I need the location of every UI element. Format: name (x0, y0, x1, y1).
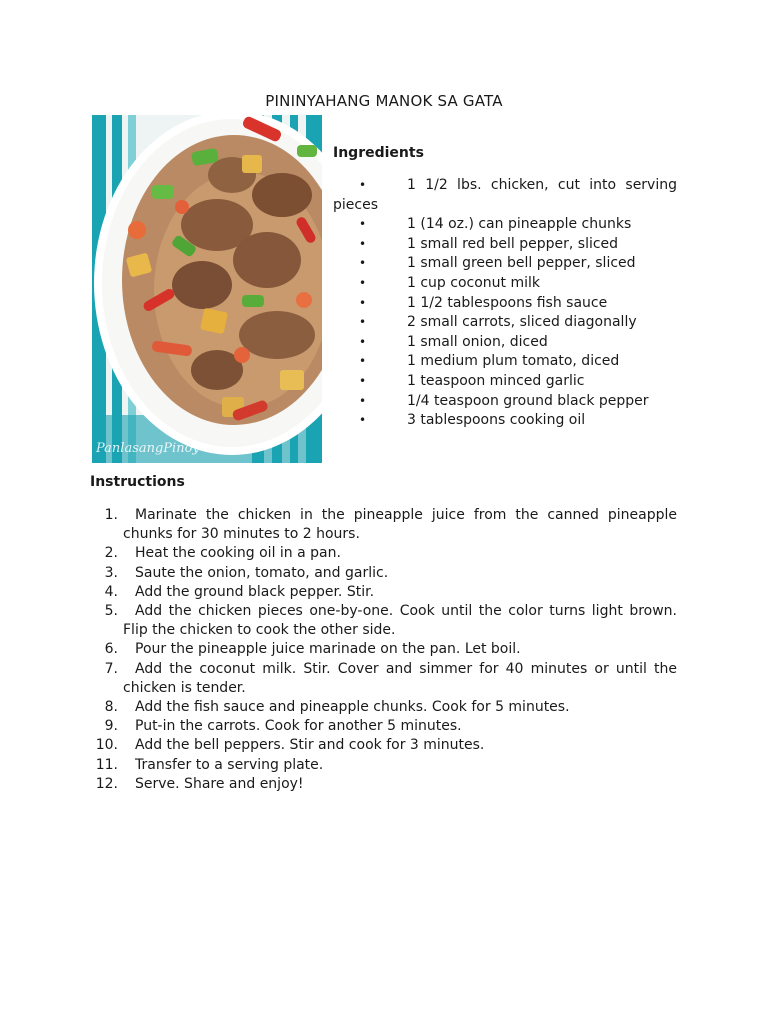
list-item (333, 313, 677, 333)
list-item (333, 392, 677, 412)
step-number: 9. (104, 718, 118, 735)
bullet: • (359, 256, 367, 271)
ingredient-text: 1 small red bell pepper, sliced (407, 235, 619, 252)
recipe-title: PININYAHANG MANOK SA GATA (265, 92, 503, 110)
bullet: • (359, 334, 367, 349)
list-item (90, 602, 677, 640)
list-item (333, 176, 677, 215)
step-text: Add the bell peppers. Stir and cook for 3 minutes. (135, 737, 485, 754)
ingredient-text: 1 small onion, diced (407, 333, 548, 350)
list-item (90, 736, 677, 755)
step-text: Put-in the carrots. Cook for another 5 minutes. (135, 718, 462, 735)
dish-photo (92, 115, 322, 463)
instructions-heading: Instructions (90, 474, 185, 490)
instructions-list (90, 506, 677, 794)
step-number: 11. (95, 756, 118, 773)
ingredient-text: 1 1/2 lbs. chicken, cut into serving pieces (333, 177, 677, 213)
list-item (90, 756, 677, 775)
list-item (333, 215, 677, 235)
step-number: 2. (104, 545, 118, 562)
ingredient-text: 2 small carrots, sliced diagonally (407, 314, 637, 331)
list-item (90, 660, 677, 698)
step-number: 5. (104, 603, 118, 620)
bullet: • (359, 236, 367, 251)
ingredient-text: 3 tablespoons cooking oil (407, 412, 586, 429)
ingredient-text: 1 medium plum tomato, diced (407, 353, 620, 370)
bullet: • (359, 413, 367, 428)
step-text: Transfer to a serving plate. (135, 756, 324, 773)
bullet: • (359, 178, 367, 192)
list-item (90, 564, 677, 583)
ingredient-text: 1 small green bell pepper, sliced (407, 255, 636, 272)
list-item (90, 775, 677, 794)
step-text: Add the ground black pepper. Stir. (135, 583, 375, 600)
list-item (90, 506, 677, 544)
list-item (333, 352, 677, 372)
list-item (90, 717, 677, 736)
step-number: 7. (104, 660, 118, 677)
ingredient-text: 1 cup coconut milk (407, 274, 540, 291)
step-text: Add the coconut milk. Stir. Cover and simmer for 40 minutes or until the chicken is tender. (123, 660, 677, 696)
step-text: Saute the onion, tomato, and garlic. (135, 564, 389, 581)
photo-watermark: PanlasangPinoy (96, 441, 200, 456)
step-text: Pour the pineapple juice marinade on the pan. Let boil. (135, 641, 521, 658)
list-item (90, 544, 677, 563)
list-item (90, 583, 677, 602)
step-number: 4. (104, 583, 118, 600)
bullet: • (359, 354, 367, 369)
step-number: 3. (104, 564, 118, 581)
list-item (333, 411, 677, 431)
list-item (333, 235, 677, 255)
step-text: Marinate the chicken in the pineapple juice from the canned pineapple chunks for 30 minutes to 2 hours. (123, 507, 677, 543)
ingredient-text: 1 (14 oz.) can pineapple chunks (407, 216, 632, 233)
list-item (90, 640, 677, 659)
list-item (333, 372, 677, 392)
list-item (333, 333, 677, 353)
step-number: 12. (95, 775, 118, 792)
step-number: 10. (95, 737, 118, 754)
list-item (90, 698, 677, 717)
list-item (333, 274, 677, 294)
bullet: • (359, 295, 367, 310)
bullet: • (359, 373, 367, 388)
step-number: 8. (104, 699, 118, 716)
bullet: • (359, 315, 367, 330)
bullet: • (359, 217, 367, 232)
bullet: • (359, 275, 367, 290)
step-text: Add the chicken pieces one-by-one. Cook until the color turns light brown. Flip the chicken to cook the other side. (123, 603, 677, 639)
step-text: Add the fish sauce and pineapple chunks. Cook for 5 minutes. (135, 699, 570, 716)
ingredient-text: 1/4 teaspoon ground black pepper (407, 392, 649, 409)
ingredients-heading: Ingredients (333, 145, 424, 161)
step-text: Serve. Share and enjoy! (135, 775, 304, 792)
step-number: 6. (104, 641, 118, 658)
list-item (333, 254, 677, 274)
ingredient-text: 1 teaspoon minced garlic (407, 372, 585, 389)
list-item (333, 294, 677, 314)
step-number: 1. (104, 507, 118, 523)
bullet: • (359, 393, 367, 408)
ingredient-text: 1 1/2 tablespoons fish sauce (407, 294, 608, 311)
step-text: Heat the cooking oil in a pan. (135, 545, 341, 562)
ingredients-list (333, 176, 677, 431)
